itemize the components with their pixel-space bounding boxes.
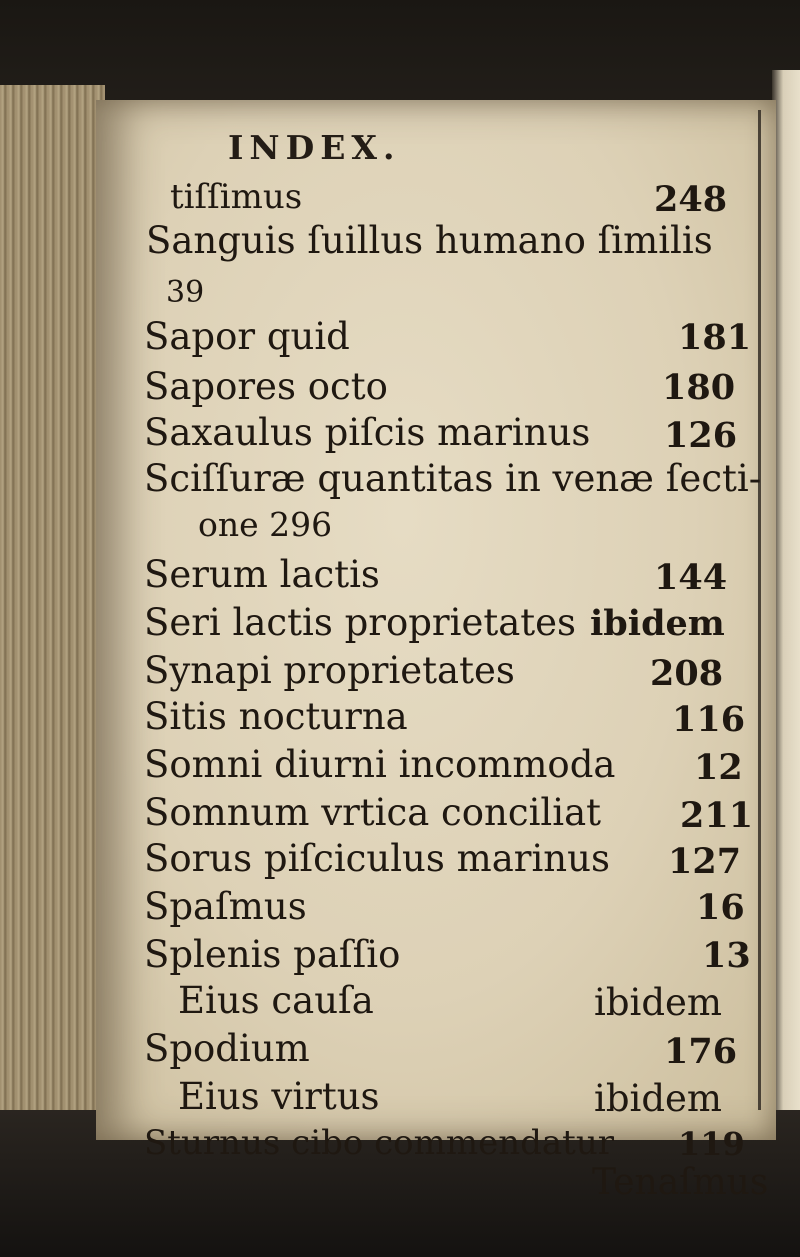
index-entry-page: 116 [672, 699, 746, 740]
index-entry-term: Splenis paſſio [144, 933, 401, 976]
index-entry-page: 119 [678, 1125, 745, 1163]
index-entry-term: Spodium [144, 1027, 310, 1070]
index-entry-term: one 296 [198, 505, 333, 544]
index-entry-term: Sturnus cibo commendatur [144, 1123, 614, 1163]
index-entry-page: 127 [668, 841, 742, 882]
page-rule-line [758, 110, 761, 1110]
page-stack-edge [0, 85, 105, 1145]
index-entry-term: Sorus piſciculus marinus [144, 837, 610, 880]
index-entry-term: Serum lactis [144, 553, 380, 596]
index-entry-page: 144 [654, 557, 728, 598]
index-entry-page: 208 [650, 653, 724, 694]
index-entry-term: Sitis nocturna [144, 695, 408, 738]
index-entry-page: 181 [678, 317, 752, 358]
index-entry-page: 13 [702, 935, 751, 976]
index-entry-page: 16 [696, 887, 745, 928]
index-entry-term: Eius cauſa [178, 979, 374, 1022]
index-entry-page: ibidem [590, 603, 725, 644]
index-entry-term: Somnum vrtica conciliat [144, 791, 602, 834]
index-entry-term: Sanguis ſuillus humano ſimilis [146, 219, 713, 262]
index-entry-term: Eius virtus [178, 1075, 380, 1118]
index-entry-term: Sapores octo [144, 365, 388, 408]
catchword: Tenaſmus [592, 1162, 769, 1203]
index-entry-term: 39 [166, 275, 205, 310]
index-entry-term: Spaſmus [144, 885, 307, 928]
index-entry-page: 180 [662, 367, 736, 408]
index-entry-term: Synapi proprietates [144, 649, 515, 692]
index-entry-term: Saxaulus piſcis marinus [144, 411, 591, 454]
index-entry-term: tiſſimus [170, 177, 303, 217]
facing-page-edge [772, 70, 800, 1150]
index-entry-term: Sapor quid [144, 315, 350, 358]
page-header: INDEX. [228, 128, 401, 167]
index-entry-page: 176 [664, 1031, 738, 1072]
index-entry-page: 211 [680, 795, 754, 836]
index-entry-page: ibidem [594, 1077, 723, 1120]
background-top [0, 0, 800, 110]
index-entry-page: 126 [664, 415, 738, 456]
index-entry-page: 12 [694, 747, 743, 788]
index-entry-term: Somni diurni incommoda [144, 743, 616, 786]
index-entry-term: Seri lactis proprietates [144, 601, 577, 644]
index-entry-page: 248 [654, 179, 728, 220]
index-entry-page: ibidem [594, 981, 723, 1024]
index-entry-term: Sciſſuræ quantitas in venæ ſecti- [144, 457, 762, 500]
